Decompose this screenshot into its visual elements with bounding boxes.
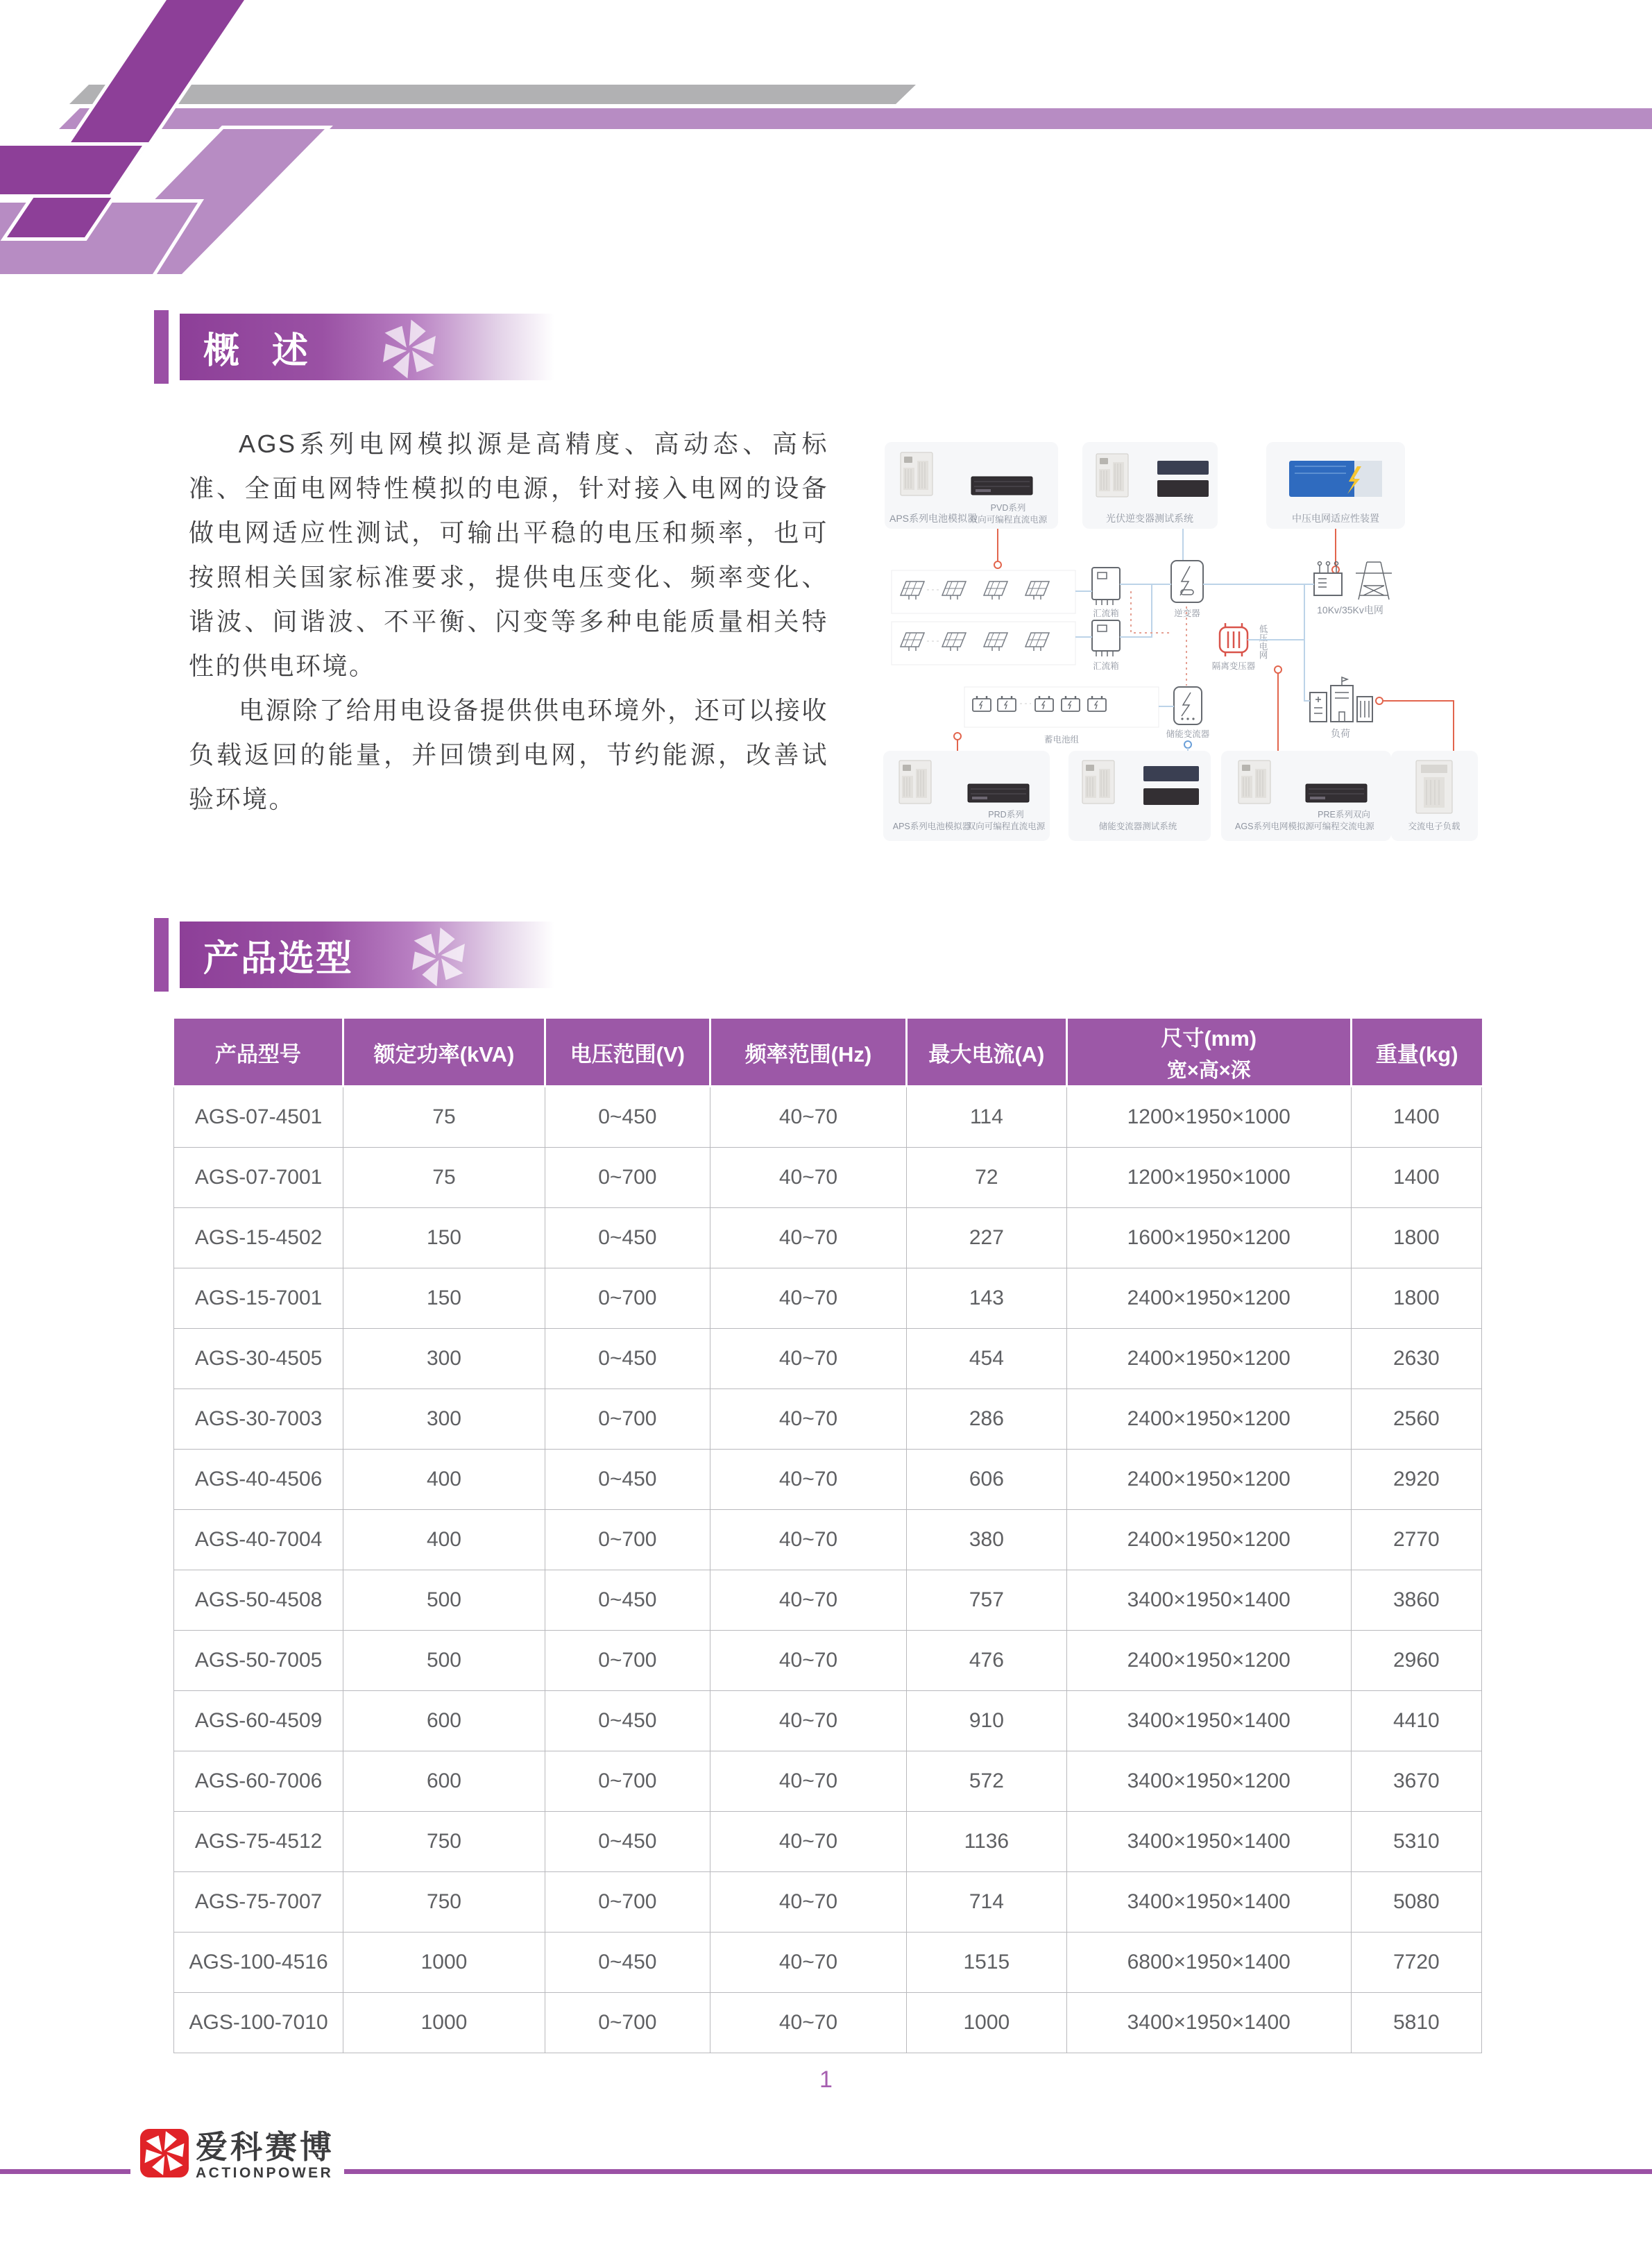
connector-dot	[954, 733, 961, 740]
table-cell: 750	[343, 1872, 545, 1933]
table-cell: 1000	[343, 1933, 545, 1993]
cabinet-icon	[1082, 761, 1114, 804]
diagram-label: APS系列电池模拟器	[892, 822, 971, 831]
table-cell: 114	[906, 1087, 1066, 1148]
table-cell: AGS-07-7001	[174, 1148, 343, 1208]
table-cell: 600	[343, 1691, 545, 1751]
column-header-dimensions	[1066, 1019, 1351, 1087]
table-cell: 2400×1950×1200	[1066, 1631, 1351, 1691]
table-row	[174, 1570, 1482, 1631]
table-cell: 75	[343, 1087, 545, 1148]
table-cell: AGS-40-7004	[174, 1510, 343, 1570]
table-cell: 6800×1950×1400	[1066, 1933, 1351, 1993]
actionpower-logo-icon	[140, 2129, 189, 2177]
table-cell: 5310	[1351, 1812, 1481, 1872]
combiner-box-icon	[1092, 620, 1120, 656]
table-cell: 3400×1950×1200	[1066, 1751, 1351, 1812]
table-cell: 40~70	[710, 1570, 906, 1631]
table-cell: AGS-15-7001	[174, 1268, 343, 1329]
table-cell: AGS-100-4516	[174, 1933, 343, 1993]
table-cell: 40~70	[710, 1812, 906, 1872]
table-cell: 0~700	[545, 1872, 710, 1933]
table-row	[174, 1751, 1482, 1812]
table-cell: 40~70	[710, 1872, 906, 1933]
table-row	[174, 1872, 1482, 1933]
table-cell: 400	[343, 1510, 545, 1570]
table-cell: 2630	[1351, 1329, 1481, 1389]
column-header-model: 产品型号	[174, 1019, 343, 1087]
table-row	[174, 1510, 1482, 1570]
table-cell: 380	[906, 1510, 1066, 1570]
table-cell: 0~700	[545, 1389, 710, 1450]
diagram-label: PRD系列	[988, 810, 1024, 819]
overview-paragraph-2: 电源除了给用电设备提供供电环境外，还可以接收负载返回的能量，并回馈到电网，节约能源，改善试验环境。	[189, 696, 828, 813]
container-icon	[1289, 461, 1382, 497]
table-cell: 0~450	[545, 1450, 710, 1510]
table-cell: 1800	[1351, 1268, 1481, 1329]
overview-title: 概 述	[203, 330, 312, 371]
table-cell: 606	[906, 1450, 1066, 1510]
table-cell: 750	[343, 1812, 545, 1872]
table-cell: 5810	[1351, 1993, 1481, 2053]
table-cell: 40~70	[710, 1510, 906, 1570]
table-cell: 1000	[906, 1993, 1066, 2053]
diagram-label: 储能变流器	[1166, 729, 1210, 739]
table-cell: 0~700	[545, 1993, 710, 2053]
rack-icon	[1143, 766, 1199, 781]
storage-converter-icon	[1174, 687, 1202, 724]
table-cell: 227	[906, 1208, 1066, 1268]
table-cell: 757	[906, 1570, 1066, 1631]
cabinet-icon	[1096, 454, 1128, 497]
table-row	[174, 1268, 1482, 1329]
page-number: 1	[819, 2066, 833, 2093]
table-cell: AGS-100-7010	[174, 1993, 343, 2053]
table-cell: 300	[343, 1329, 545, 1389]
table-cell: 40~70	[710, 1208, 906, 1268]
rack-icon	[971, 477, 1032, 495]
table-cell: 0~700	[545, 1751, 710, 1812]
table-cell: 75	[343, 1148, 545, 1208]
gray-band	[69, 85, 916, 104]
rack-icon	[1157, 461, 1209, 475]
table-cell: 4410	[1351, 1691, 1481, 1751]
table-cell: AGS-75-7007	[174, 1872, 343, 1933]
table-cell: 300	[343, 1389, 545, 1450]
table-row	[174, 1450, 1482, 1510]
table-cell: AGS-60-7006	[174, 1751, 343, 1812]
overview-paragraph-1: AGS系列电网模拟源是高精度、高动态、高标准、全面电网特性模拟的电源，针对接入电网的设备做电网适应性测试，可输出平稳的电压和频率，也可按照相关国家标准要求，提供电压变化、频率变化、谐波、间谐波、不平衡、闪变等多种电能质量相关特性的供电环境。	[189, 430, 828, 680]
table-row	[174, 1933, 1482, 1993]
table-cell: 2770	[1351, 1510, 1481, 1570]
table-cell: AGS-40-4506	[174, 1450, 343, 1510]
table-cell: 0~450	[545, 1812, 710, 1872]
diagram-label: 光伏逆变器测试系统	[1106, 513, 1193, 524]
table-cell: AGS-50-7005	[174, 1631, 343, 1691]
connector-dot	[1376, 697, 1383, 704]
table-cell: 1800	[1351, 1208, 1481, 1268]
table-row	[174, 1993, 1482, 2053]
logo-english-name: ACTIONPOWER	[196, 2165, 334, 2181]
load-buildings-icon	[1310, 677, 1372, 722]
selection-title: 产品选型	[203, 938, 354, 979]
table-cell: 40~70	[710, 1329, 906, 1389]
table-cell: 2400×1950×1200	[1066, 1510, 1351, 1570]
diagram-label: 可编程交流电源	[1313, 822, 1374, 831]
table-cell: 286	[906, 1389, 1066, 1450]
connector-dot	[1275, 666, 1281, 673]
table-cell: 0~700	[545, 1631, 710, 1691]
table-cell: 0~450	[545, 1933, 710, 1993]
table-cell: 476	[906, 1631, 1066, 1691]
table-cell: 40~70	[710, 1933, 906, 1993]
overview-paragraphs	[189, 422, 828, 822]
diagram-label: 交流电子负载	[1408, 822, 1461, 831]
rack-icon	[968, 784, 1029, 802]
table-row	[174, 1087, 1482, 1148]
diagram-label: 双向可编程直流电源	[966, 822, 1046, 831]
connector-dot	[1184, 741, 1191, 748]
table-cell: 2960	[1351, 1631, 1481, 1691]
diagram-label: 低压电网	[1258, 625, 1268, 659]
table-cell: 0~450	[545, 1570, 710, 1631]
table-cell: 400	[343, 1450, 545, 1510]
load-connector-line	[1383, 701, 1454, 751]
table-cell: 572	[906, 1751, 1066, 1812]
table-cell: 714	[906, 1872, 1066, 1933]
table-cell: 143	[906, 1268, 1066, 1329]
table-cell: 7720	[1351, 1933, 1481, 1993]
table-cell: 0~700	[545, 1510, 710, 1570]
column-header-power: 额定功率(kVA)	[343, 1019, 545, 1087]
isolation-transformer-icon	[1220, 623, 1247, 656]
table-cell: 0~450	[545, 1208, 710, 1268]
table-cell: 600	[343, 1751, 545, 1812]
table-cell: 40~70	[710, 1691, 906, 1751]
table-cell: 2400×1950×1200	[1066, 1268, 1351, 1329]
power-tower-icon	[1356, 562, 1392, 600]
table-cell: 0~450	[545, 1691, 710, 1751]
column-header-weight: 重量(kg)	[1351, 1019, 1481, 1087]
table-cell: 1136	[906, 1812, 1066, 1872]
table-cell: 40~70	[710, 1389, 906, 1450]
diagram-label: 逆变器	[1174, 609, 1200, 618]
table-cell: 5080	[1351, 1872, 1481, 1933]
table-cell: 72	[906, 1148, 1066, 1208]
system-diagram	[860, 425, 1617, 851]
diagram-label: PRE系列双向	[1318, 810, 1370, 819]
flower-pinwheel-icon	[380, 319, 439, 379]
table-cell: 1400	[1351, 1087, 1481, 1148]
table-cell: 150	[343, 1208, 545, 1268]
product-spec-table	[173, 1019, 1482, 2053]
table-cell: 2400×1950×1200	[1066, 1389, 1351, 1450]
rack-icon	[1157, 480, 1209, 497]
footer-logo	[130, 2129, 344, 2182]
table-cell: 3400×1950×1400	[1066, 1570, 1351, 1631]
table-cell: AGS-30-7003	[174, 1389, 343, 1450]
section-title-bar	[180, 314, 554, 380]
diagram-label: APS系列电池模拟器	[889, 513, 978, 524]
cabinet-icon	[901, 452, 933, 495]
table-header-row	[174, 1019, 1482, 1087]
table-cell: 3400×1950×1400	[1066, 1691, 1351, 1751]
table-cell: 40~70	[710, 1751, 906, 1812]
flower-pinwheel-icon	[409, 927, 468, 987]
table-row	[174, 1148, 1482, 1208]
table-cell: 40~70	[710, 1268, 906, 1329]
inverter-icon	[1171, 561, 1203, 602]
section-accent-bar	[154, 310, 169, 384]
logo-texts	[196, 2129, 334, 2182]
section-title-bar	[180, 922, 554, 988]
table-row	[174, 1389, 1482, 1450]
diagram-label: 隔离变压器	[1211, 661, 1256, 671]
table-cell: 1000	[343, 1993, 545, 2053]
column-header-frequency: 频率范围(Hz)	[710, 1019, 906, 1087]
table-cell: 150	[343, 1268, 545, 1329]
connector-dot	[1332, 566, 1339, 573]
diagram-label: 中压电网适应性装置	[1292, 513, 1379, 524]
table-cell: 1400	[1351, 1148, 1481, 1208]
diagram-label: 10Kv/35Kv电网	[1317, 604, 1383, 615]
cabinet-icon	[1238, 761, 1270, 804]
spec-table-body	[174, 1087, 1482, 2053]
table-cell: 2400×1950×1200	[1066, 1450, 1351, 1510]
dimension-header-line1: 尺寸(mm)	[1161, 1026, 1257, 1051]
diagram-label: 汇流箱	[1093, 609, 1119, 618]
table-cell: 3860	[1351, 1570, 1481, 1631]
table-cell: 500	[343, 1570, 545, 1631]
table-cell: AGS-30-4505	[174, 1329, 343, 1389]
table-cell: 1200×1950×1000	[1066, 1148, 1351, 1208]
table-cell: 40~70	[710, 1087, 906, 1148]
cabinet-icon	[899, 761, 931, 804]
table-row	[174, 1329, 1482, 1389]
ac-load-cabinet-icon	[1416, 761, 1452, 813]
table-cell: 2400×1950×1200	[1066, 1329, 1351, 1389]
dimension-header-line2: 宽×高×深	[1166, 1060, 1251, 1082]
table-cell: 0~450	[545, 1087, 710, 1148]
table-row	[174, 1208, 1482, 1268]
combiner-box-icon	[1092, 568, 1120, 605]
table-cell: 40~70	[710, 1450, 906, 1510]
table-cell: 3400×1950×1400	[1066, 1872, 1351, 1933]
table-cell: 3400×1950×1400	[1066, 1993, 1351, 2053]
table-row	[174, 1691, 1482, 1751]
diagram-label: AGS系列电网模拟源	[1235, 822, 1314, 831]
table-cell: 910	[906, 1691, 1066, 1751]
rack-icon	[1306, 784, 1367, 802]
table-cell: 3670	[1351, 1751, 1481, 1812]
table-cell: 2920	[1351, 1450, 1481, 1510]
diagram-label: PVD系列	[990, 503, 1026, 513]
rack-icon	[1143, 788, 1199, 805]
table-cell: 40~70	[710, 1148, 906, 1208]
table-cell: 0~450	[545, 1329, 710, 1389]
table-cell: 454	[906, 1329, 1066, 1389]
diagram-label: 储能变流器测试系统	[1098, 822, 1177, 831]
section-accent-bar	[154, 918, 169, 992]
table-cell: 40~70	[710, 1993, 906, 2053]
table-cell: 0~700	[545, 1148, 710, 1208]
diagram-label: 负荷	[1331, 728, 1350, 739]
table-cell: 500	[343, 1631, 545, 1691]
logo-chinese-name: 爱科赛博	[196, 2129, 334, 2165]
table-cell: 1200×1950×1000	[1066, 1087, 1351, 1148]
table-row	[174, 1631, 1482, 1691]
table-cell: 3400×1950×1400	[1066, 1812, 1351, 1872]
top-banner-decoration	[0, 0, 1652, 278]
table-cell: AGS-75-4512	[174, 1812, 343, 1872]
table-cell: AGS-50-4508	[174, 1570, 343, 1631]
connector-dot	[994, 561, 1001, 568]
table-cell: 2560	[1351, 1389, 1481, 1450]
diagram-label: 汇流箱	[1093, 661, 1119, 671]
table-cell: 1600×1950×1200	[1066, 1208, 1351, 1268]
table-cell: AGS-60-4509	[174, 1691, 343, 1751]
diagram-label: 蓄电池组	[1044, 735, 1080, 745]
table-row	[174, 1812, 1482, 1872]
table-cell: 40~70	[710, 1631, 906, 1691]
diagram-label: 双向可编程直流电源	[969, 515, 1048, 525]
table-cell: AGS-15-4502	[174, 1208, 343, 1268]
column-header-voltage: 电压范围(V)	[545, 1019, 710, 1087]
table-cell: AGS-07-4501	[174, 1087, 343, 1148]
table-cell: 1515	[906, 1933, 1066, 1993]
column-header-current: 最大电流(A)	[906, 1019, 1066, 1087]
table-cell: 0~700	[545, 1268, 710, 1329]
